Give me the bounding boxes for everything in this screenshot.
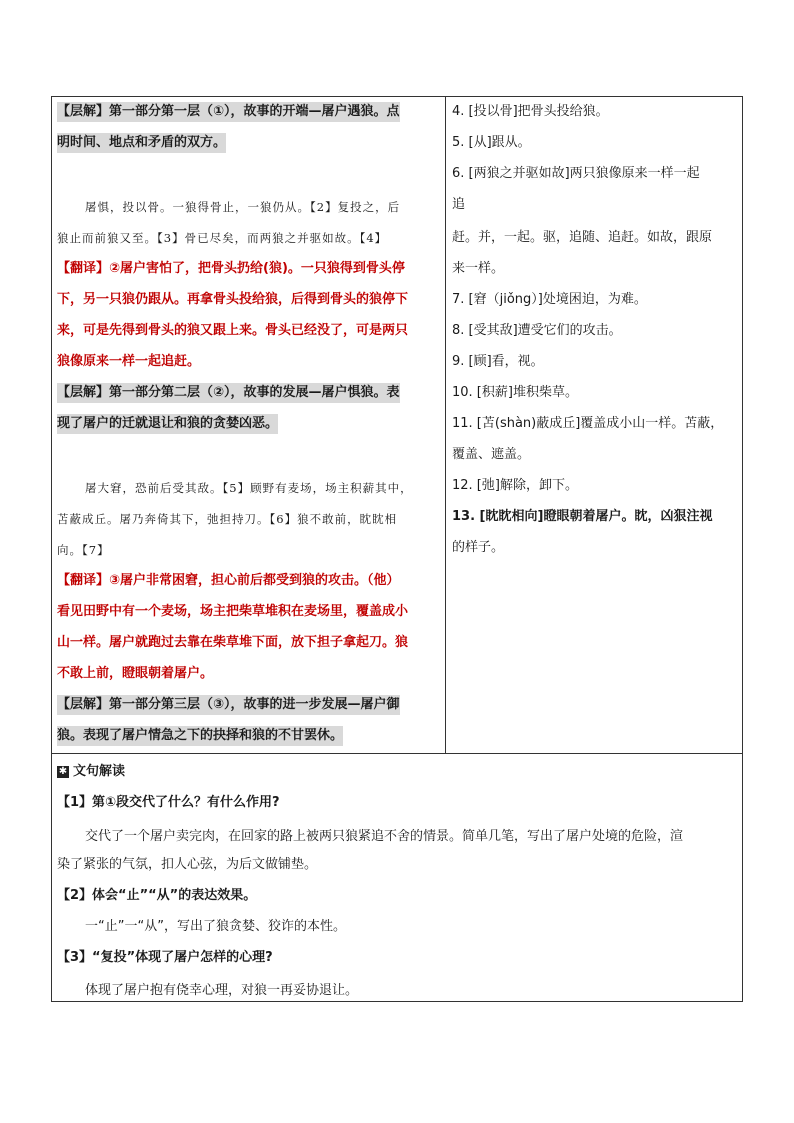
original-text-3-line-1: 屠大窘，恐前后受其敌。【5】顾野有麦场，场主积薪其中， (85, 481, 413, 495)
translation-3-line-4: 不敢上前，瞪眼朝着屠户。 (57, 666, 214, 681)
section-marker-icon: ✱ (58, 765, 68, 777)
answer-1-line-2: 染了紧张的气氛，扣人心弦，为后文做铺垫。 (57, 857, 318, 872)
translation-3-line-1: 【翻译】③屠户非常困窘，担心前后都受到狼的攻击。（他） (57, 573, 400, 588)
note-13-line-1: 13. [眈眈相向]瞪眼朝着屠户。眈，凶狠注视 (452, 509, 713, 524)
note-5: 5. [从]跟从。 (452, 135, 531, 150)
note-12: 12. [弛]解除，卸下。 (452, 478, 578, 493)
question-2: 【2】体会“止”“从”的表达效果。 (57, 888, 257, 903)
note-8: 8. [受其敌]遭受它们的攻击。 (452, 323, 622, 338)
note-13-line-2: 的样子。 (452, 540, 505, 555)
question-3: 【3】“复投”体现了屠户怎样的心理? (57, 950, 273, 965)
note-10: 10. [积薪]堆积柴草。 (452, 385, 578, 400)
note-9: 9. [顾]看，视。 (452, 354, 544, 369)
layer-analysis-2-line-2: 现了屠户的迁就退让和狼的贪婪凶恶。 (57, 414, 278, 434)
layer-analysis-1-line-1: 【层解】第一部分第一层（①），故事的开端—屠户遇狼。点 (57, 102, 400, 122)
note-11-line-1: 11. [苫(shàn)蔽成丘]覆盖成小山一样。苫蔽， (452, 416, 724, 431)
original-text-2-line-1: 屠惧，投以骨。一狼得骨止，一狼仍从。【2】复投之，后 (85, 200, 401, 214)
original-text-3-line-3: 向。【7】 (57, 543, 110, 557)
note-6-line-2: 追 (452, 197, 466, 212)
original-text-2-line-2: 狼止而前狼又至。【3】骨已尽矣，而两狼之并驱如故。【4】 (57, 231, 388, 245)
question-1: 【1】第①段交代了什么？有什么作用? (57, 795, 280, 810)
translation-2-line-3: 来，可是先得到骨头的狼又跟上来。骨头已经没了，可是两只 (57, 323, 409, 338)
note-11-line-2: 覆盖、遮盖。 (452, 447, 531, 462)
note-4: 4. [投以骨]把骨头投给狼。 (452, 104, 609, 119)
layer-analysis-1-line-2: 明时间、地点和矛盾的双方。 (57, 133, 226, 153)
column-divider (445, 97, 446, 753)
original-text-3-line-2: 苫蔽成丘。屠乃奔倚其下，弛担持刀。【6】狼不敢前，眈眈相 (57, 512, 398, 526)
answer-2: 一“止”一“从”，写出了狼贪婪、狡诈的本性。 (85, 919, 346, 934)
note-6-line-3: 赶。并，一起。驱，追随、追赶。如故，跟原 (452, 230, 713, 245)
translation-2-line-1: 【翻译】②屠户害怕了，把骨头扔给(狼)。一只狼得到骨头停 (57, 261, 405, 276)
layer-analysis-3-line-2: 狼。表现了屠户情急之下的抉择和狼的不甘罢休。 (57, 726, 343, 746)
row-divider (52, 753, 742, 754)
layer-analysis-3-line-1: 【层解】第一部分第三层（③），故事的进一步发展—屠户御 (57, 695, 400, 715)
note-6-line-4: 来一样。 (452, 261, 505, 276)
section-heading (57, 762, 125, 782)
translation-3-line-3: 山一样。屠户就跑过去靠在柴草堆下面，放下担子拿起刀。狼 (57, 635, 409, 650)
section-title: 文句解读 (73, 764, 126, 779)
translation-2-line-2: 下，另一只狼仍跟从。再拿骨头投给狼，后得到骨头的狼停下 (57, 292, 409, 307)
answer-3: 体现了屠户抱有侥幸心理，对狼一再妥协退让。 (85, 983, 359, 998)
annotation-table (51, 96, 743, 1002)
layer-analysis-2-line-1: 【层解】第一部分第二层（②），故事的发展—屠户惧狼。表 (57, 383, 400, 403)
note-7: 7. [窘（jiǒng）]处境困迫，为难。 (452, 292, 647, 307)
answer-1-line-1: 交代了一个屠户卖完肉，在回家的路上被两只狼紧追不舍的情景。简单几笔，写出了屠户处境的危险，渲 (85, 829, 684, 844)
note-6-line-1: 6. [两狼之并驱如故]两只狼像原来一样一起 (452, 166, 700, 181)
translation-2-line-4: 狼像原来一样一起追赶。 (57, 354, 201, 369)
translation-3-line-2: 看见田野中有一个麦场，场主把柴草堆积在麦场里，覆盖成小 (57, 604, 409, 619)
